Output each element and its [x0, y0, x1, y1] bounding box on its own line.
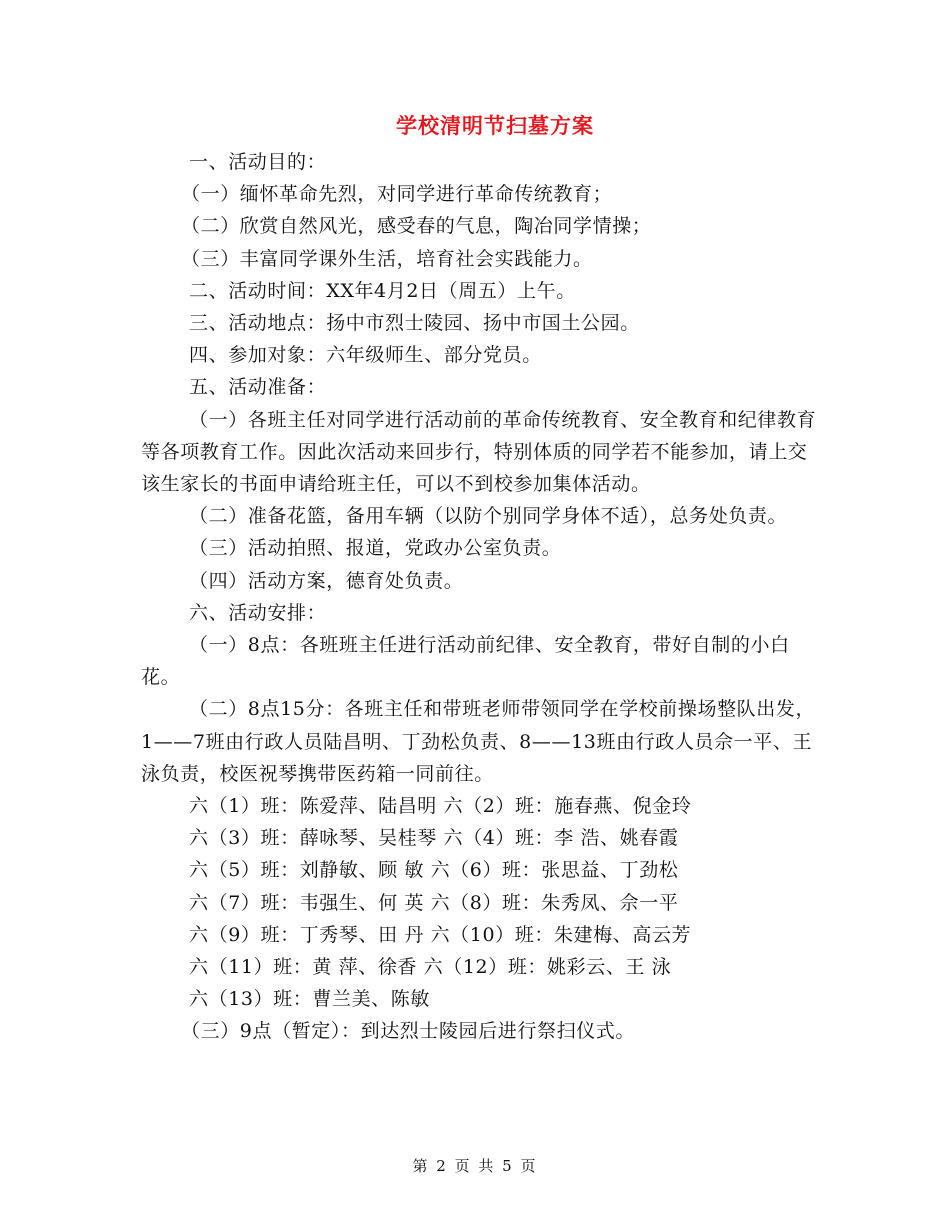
page-number: 第 2 页 共 5 页 — [412, 1157, 538, 1175]
arrangement-item-2: （二）8点15分：各班主任和带班老师带领同学在学校前操场整队出发，1——7班由行政人员陆昌明、丁劲松负责、8——13班由行政人员佘一平、王泳负责，校医祝琴携带医药箱一同前往。 — [141, 698, 816, 785]
section-arrangement-heading: 六、活动安排： — [189, 601, 327, 624]
document-body — [141, 146, 821, 1048]
arrangement-item-3: （三）9点（暂定）：到达烈士陵园后进行祭扫仪式。 — [181, 1020, 635, 1043]
purpose-item-2: （二）欣赏自然风光，感受春的气息，陶冶同学情操； — [181, 215, 652, 238]
class-row: 六（3）班：薛咏琴、吴桂琴 六（4）班：李 浩、姚春霞 — [189, 827, 679, 850]
class-row: 六（1）班：陈爱萍、陆昌明 六（2）班：施春燕、倪金玲 — [189, 795, 692, 818]
prep-item-1: （一）各班主任对同学进行活动前的革命传统教育、安全教育和纪律教育等各项教育工作。因此次活动来回步行，特别体质的同学若不能参加，请上交该生家长的书面申请给班主任，可以不到校参加集体活动。 — [141, 408, 817, 496]
section-participants: 四、参加对象：六年级师生、部分党员。 — [189, 344, 542, 367]
section-location: 三、活动地点：扬中市烈士陵园、扬中市国土公园。 — [189, 312, 640, 335]
section-purpose-heading: 一、活动目的： — [189, 151, 327, 173]
section-prep-heading: 五、活动准备： — [189, 376, 327, 399]
class-row: 六（9）班：丁秀琴、田 丹 六（10）班：朱建梅、高云芳 — [189, 923, 692, 946]
class-row: 六（7）班：韦强生、何 英 六（8）班：朱秀凤、佘一平 — [189, 891, 679, 914]
arrangement-item-1: （一）8点：各班班主任进行活动前纪律、安全教育，带好自制的小白花。 — [141, 634, 790, 689]
section-time: 二、活动时间：XX年4月2日（周五）上午。 — [189, 279, 576, 302]
class-row: 六（13）班：曹兰美、陈敏 — [189, 988, 430, 1011]
document-title: 学校清明节扫墓方案 — [396, 113, 594, 138]
class-row: 六（11）班：黄 萍、徐香 六（12）班：姚彩云、王 泳 — [189, 956, 672, 979]
purpose-item-3: （三）丰富同学课外生活，培育社会实践能力。 — [181, 247, 593, 270]
prep-item-4: （四）活动方案，德育处负责。 — [189, 569, 464, 592]
prep-item-2: （二）准备花篮，备用车辆（以防个别同学身体不适），总务处负责。 — [189, 505, 788, 528]
prep-item-3: （三）活动拍照、报道，党政办公室负责。 — [189, 537, 562, 560]
purpose-item-1: （一）缅怀革命先烈，对同学进行革命传统教育； — [181, 183, 613, 206]
class-row: 六（5）班：刘静敏、顾 敏 六（6）班：张思益、丁劲松 — [189, 859, 679, 882]
